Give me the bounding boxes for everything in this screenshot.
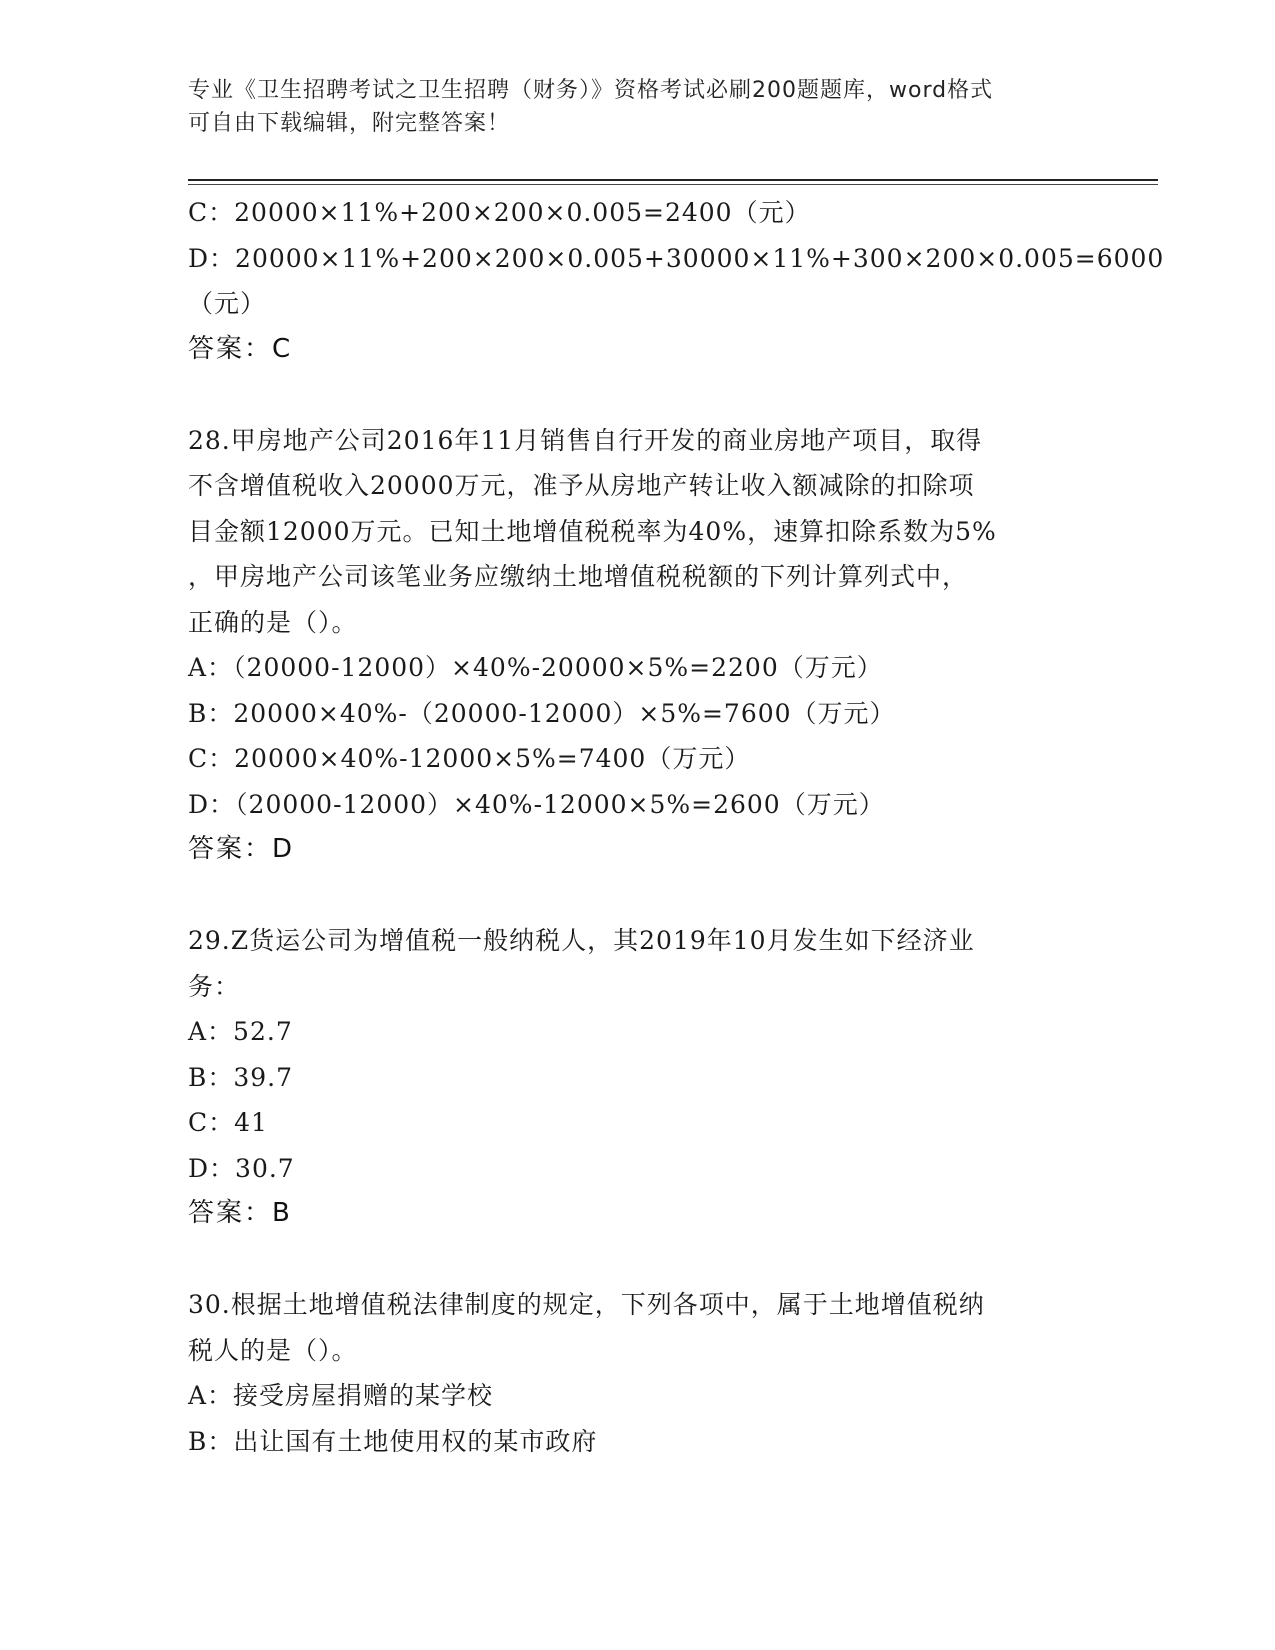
spacer: [188, 1237, 1088, 1283]
q30-option-a: A：接受房屋捐赠的某学校: [188, 1381, 494, 1410]
q28-option-b: B：20000×40%-（20000-12000）×5%=7600（万元）: [188, 698, 896, 728]
q28-stem-line-1: 28.甲房地产公司2016年11月销售自行开发的商业房地产项目，取得: [188, 425, 983, 455]
q28-stem-line-5: 正确的是（）。: [188, 607, 358, 637]
header-divider-thin: [188, 184, 1158, 185]
question-29: [188, 918, 1088, 1237]
q28-option-c: C：20000×40%-12000×5%=7400（万元）: [188, 744, 751, 773]
q30-stem-line-2: 税人的是（）。: [188, 1335, 358, 1365]
q27-answer: 答案：C: [188, 333, 293, 364]
q27-option-c: C：20000×11%+200×200×0.005=2400（元）: [188, 198, 811, 227]
spacer: [188, 873, 1088, 919]
header-title-line-1: 专业《卫生招聘考试之卫生招聘（财务）》资格考试必刷200题题库，word格式: [188, 78, 994, 103]
document-header: [188, 74, 1088, 140]
q27-option-d-line-1: D：20000×11%+200×200×0.005+30000×11%+300×200×0.005=6000: [188, 243, 1165, 273]
q29-stem-line-1: 29.Z货运公司为增值税一般纳税人，其2019年10月发生如下经济业: [188, 926, 975, 955]
question-30: [188, 1282, 1088, 1464]
q30-option-b: B：出让国有土地使用权的某市政府: [188, 1426, 598, 1456]
q28-answer: 答案：D: [188, 834, 295, 864]
header-divider-thick: [188, 179, 1158, 181]
q29-answer: 答案：B: [188, 1198, 292, 1228]
q28-stem-line-3: 目金额12000万元。已知土地增值税税率为40%，速算扣除系数为5%: [188, 516, 997, 546]
q28-option-a: A：（20000-12000）×40%-20000×5%=2200（万元）: [188, 653, 883, 682]
q28-stem-line-4: ，甲房地产公司该笔业务应缴纳土地增值税税额的下列计算列式中，: [188, 562, 969, 591]
q29-option-b: B：39.7: [188, 1062, 294, 1092]
q29-option-c: C：41: [188, 1108, 268, 1137]
header-title-line-2: 可自由下载编辑，附完整答案！: [188, 111, 511, 136]
q29-option-d: D：30.7: [188, 1153, 295, 1183]
spacer: [188, 372, 1088, 418]
question-28: [188, 418, 1088, 873]
q28-stem-line-2: 不含增值税收入20000万元，准予从房地产转让收入额减除的扣除项: [188, 471, 975, 500]
question-27-continued: [188, 190, 1165, 372]
q27-option-d-line-2: （元）: [188, 289, 267, 318]
q30-stem-line-1: 30.根据土地增值税法律制度的规定，下列各项中，属于土地增值税纳: [188, 1290, 985, 1319]
q29-stem-line-2: 务：: [188, 971, 241, 1001]
q28-option-d: D：（20000-12000）×40%-12000×5%=2600（万元）: [188, 789, 885, 819]
q29-option-a: A：52.7: [188, 1017, 293, 1046]
document-body: [188, 190, 1165, 1464]
